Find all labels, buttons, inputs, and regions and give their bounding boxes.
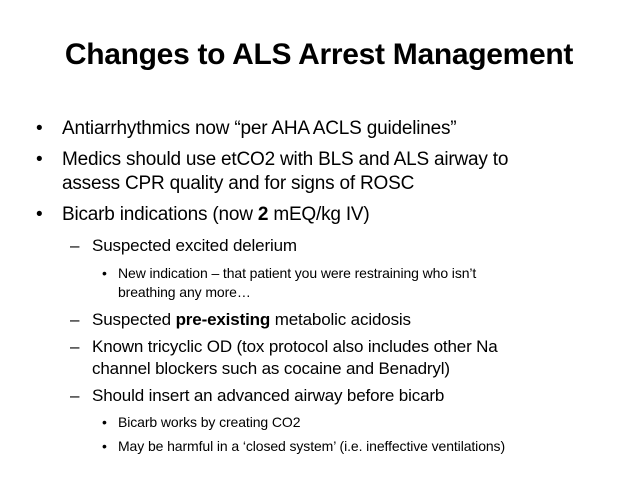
closed-system-text: May be harmful in a ‘closed system’ (i.e. ineffective ventilations) <box>118 438 506 454</box>
sub-sub-bullet-marker: • <box>102 414 107 430</box>
sub-bullet-marker: – <box>70 337 80 356</box>
advanced-airway-text: Should insert an advanced airway before bicarb <box>92 386 445 405</box>
sub-sub-bullet-marker: • <box>102 438 107 454</box>
sub-bullet-marker: – <box>70 236 80 255</box>
new-indication-line1: New indication – that patient you were restraining who isn’t <box>118 265 477 281</box>
etco2-text-line1: Medics should use etCO2 with BLS and ALS airway to <box>62 149 509 170</box>
acidosis-text-pre: Suspected <box>92 310 176 329</box>
bicarb-indications-text <box>62 204 370 226</box>
bullet-marker: • <box>36 204 43 225</box>
tricyclic-line2: channel blockers such as cocaine and Benadryl) <box>92 359 450 378</box>
bullet-marker: • <box>36 149 43 170</box>
antiarrhythmics-text: Antiarrhythmics now “per AHA ACLS guidelines” <box>62 118 457 139</box>
pre-existing-bold: pre-existing <box>175 310 271 329</box>
tricyclic-line1: Known tricyclic OD (tox protocol also includes other Na <box>92 337 498 356</box>
etco2-text-line2: assess CPR quality and for signs of ROSC <box>62 173 415 194</box>
slide-title: Changes to ALS Arrest Management <box>64 38 574 71</box>
bicarb-text-post: mEQ/kg IV) <box>268 204 370 225</box>
sub-sub-bullet-marker: • <box>102 265 107 281</box>
new-indication-line2: breathing any more… <box>118 284 251 300</box>
excited-delerium-text: Suspected excited delerium <box>92 236 297 255</box>
bicarb-text-pre: Bicarb indications (now <box>62 204 258 225</box>
sub-bullet-marker: – <box>70 310 80 329</box>
bullet-marker: • <box>36 118 43 139</box>
bicarb-dose-bold: 2 <box>257 204 269 225</box>
acidosis-text-post: metabolic acidosis <box>270 310 411 329</box>
co2-text: Bicarb works by creating CO2 <box>118 414 301 430</box>
sub-bullet-marker: – <box>70 386 80 405</box>
acidosis-text <box>92 310 411 330</box>
